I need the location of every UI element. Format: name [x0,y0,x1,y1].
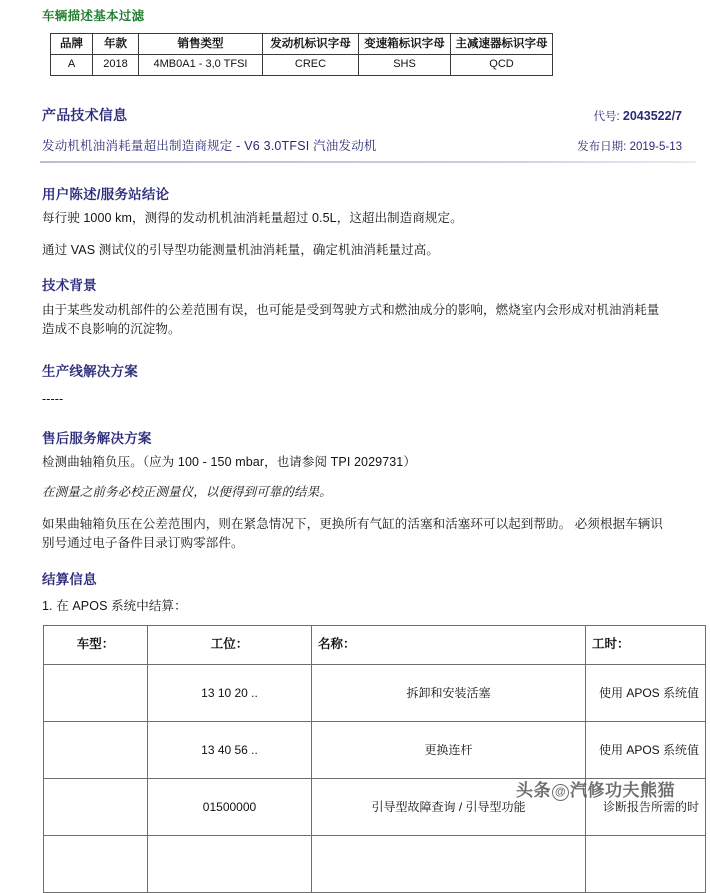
customer-statement-paragraph-2: 通过 VAS 测试仪的引导型功能测量机油消耗量，确定机油消耗量过高。 [42,243,439,257]
document-date-value: 2019-5-13 [629,141,682,153]
section-heading-production-solution: 生产线解决方案 [42,364,138,379]
table-row [51,55,553,76]
cell-work-position: 13 10 20 .. [148,665,312,722]
document-code-value: 2043522/7 [622,109,682,123]
col-header-work-position: 工位： [148,626,312,665]
cell-final-drive-code: QCD [451,55,553,76]
cell-vehicle-model [44,722,148,779]
cell-vehicle-model [44,665,148,722]
document-date [577,138,682,154]
cell-vehicle-model [44,779,148,836]
document-date-label: 发布日期: [577,141,627,153]
vehicle-description-table [50,33,548,76]
section-heading-settlement-info: 结算信息 [42,572,97,587]
document-header [42,105,682,154]
col-header-sales-type: 销售类型 [139,34,263,55]
cell-work-position: 01500000 [148,779,312,836]
section-heading-aftersales-solution: 售后服务解决方案 [42,431,152,446]
cell-name: 引导型故障查询 / 引导型功能 [312,779,586,836]
watermark-account-name: 汽修功夫熊猫 [570,781,675,800]
cell-brand: A [51,55,93,76]
cell-labor-time [586,836,706,893]
settlement-table [43,625,705,893]
document-subtitle: 发动机机油消耗量超出制造商规定 - V6 3.0TFSI 汽油发动机 [42,139,377,153]
col-header-labor-time: 工时： [586,626,706,665]
col-header-name: 名称： [312,626,586,665]
table-row [44,665,706,722]
section-heading-technical-background: 技术背景 [42,278,97,293]
table-row [44,722,706,779]
cell-labor-time: 诊断报告所需的时 [586,779,706,836]
document-code [594,108,683,124]
document-code-label: 代号: [593,111,620,123]
cell-name: 更换连杆 [312,722,586,779]
cell-work-position: 13 40 56 .. [148,722,312,779]
cell-sales-type: 4MB0A1 - 3,0 TFSI [139,55,263,76]
cell-name: 拆卸和安装活塞 [312,665,586,722]
table-header-row [51,34,553,55]
cell-gearbox-code: SHS [359,55,451,76]
cell-labor-time: 使用 APOS 系统值 [586,722,706,779]
settlement-table-header-row [44,626,706,665]
settlement-list-item-1: 1. 在 APOS 系统中结算： [42,599,187,613]
technical-background-paragraph-1: 由于某些发动机部件的公差范围有误，也可能是受到驾驶方式和燃油成分的影响，燃烧室内会形成对机油消耗量造成不良影响的沉淀物。 [42,303,660,337]
vehicle-filter-heading: 车辆描述基本过滤 [42,9,145,23]
customer-statement-paragraph-1: 每行驶 1000 km，测得的发动机机油消耗量超过 0.5L，这超出制造商规定。 [42,211,463,225]
section-heading-customer-statement: 用户陈述/服务站结论 [42,187,170,202]
table-row [44,836,706,893]
cell-work-position [148,836,312,893]
watermark-prefix: 头条 [516,781,551,800]
col-header-brand: 品牌 [51,34,93,55]
col-header-final-drive-code: 主减速器标识字母 [451,34,553,55]
table-row [44,779,706,836]
at-icon: @ [552,784,569,801]
col-header-gearbox-code: 变速箱标识字母 [359,34,451,55]
production-solution-paragraph-1: ----- [42,392,64,406]
cell-labor-time: 使用 APOS 系统值 [586,665,706,722]
aftersales-paragraph-1: 检测曲轴箱负压。（应为 100 - 150 mbar，也请参阅 TPI 2029731） [42,455,416,469]
cell-vehicle-model [44,836,148,893]
cell-name [312,836,586,893]
cell-engine-code: CREC [263,55,359,76]
col-header-engine-code: 发动机标识字母 [263,34,359,55]
col-header-vehicle-model: 车型： [44,626,148,665]
aftersales-paragraph-3: 如果曲轴箱负压在公差范围内，则在紧急情况下，更换所有气缸的活塞和活塞环可以起到帮助。 必须根据车辆识别号通过电子备件目录订购零部件。 [42,517,663,551]
page-title: 产品技术信息 [42,107,128,123]
aftersales-paragraph-italic-note: 在测量之前务必校正测量仪，以便得到可靠的结果。 [42,485,332,499]
cell-model-year: 2018 [93,55,139,76]
col-header-model-year: 年款 [93,34,139,55]
header-divider [40,161,696,163]
